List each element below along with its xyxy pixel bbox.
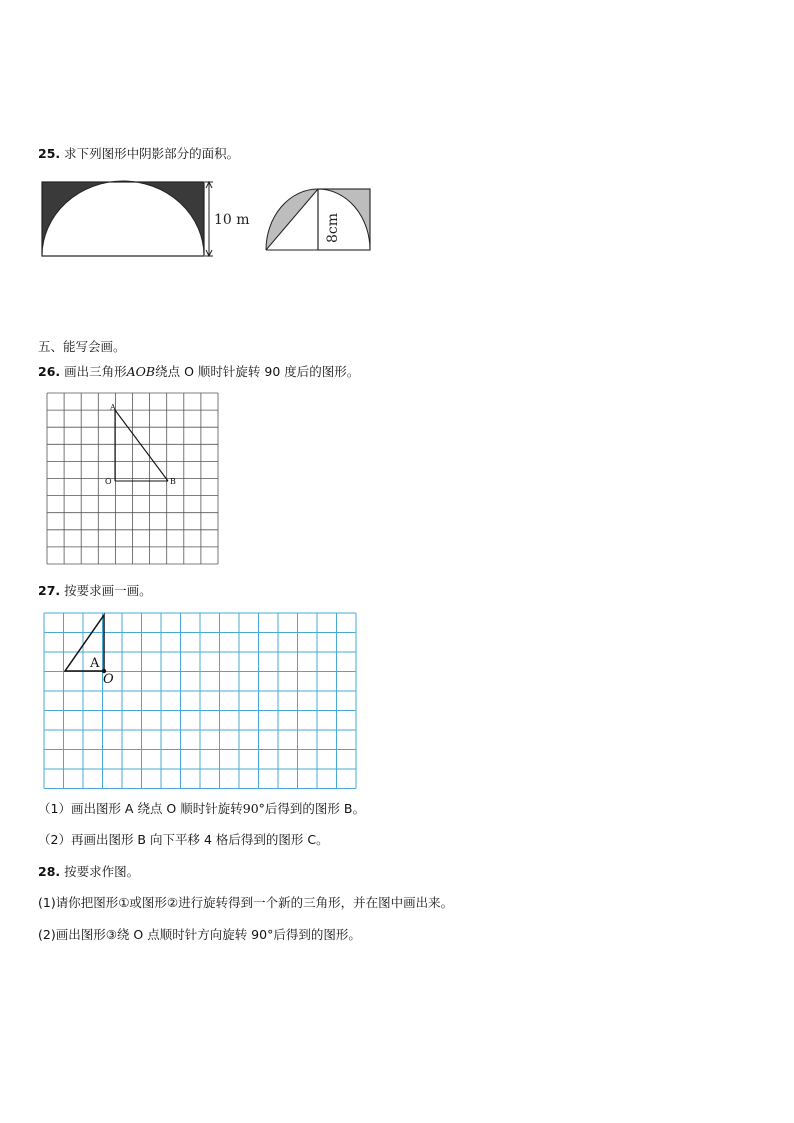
q25-dimension-label: 10 m (214, 212, 250, 228)
q25-figure-quarter-circles (262, 185, 376, 255)
q26-grid (47, 393, 218, 564)
q27-grid (44, 613, 356, 789)
q25-text: 求下列图形中阴影部分的面积。 (64, 146, 240, 161)
q27-number: 27. (38, 583, 61, 598)
q27-label-a: A (90, 656, 100, 671)
q27-sub1 (38, 801, 365, 817)
q28-sub2: (2)画出图形③绕 O 点顺时针方向旋转 90°后得到的图形。 (38, 927, 361, 942)
q26-label-o: O (105, 477, 112, 486)
q28-number: 28. (38, 864, 61, 879)
section-title: 五、能写会画。 (38, 339, 126, 354)
q25-side-label: 8cm (325, 212, 341, 243)
q28-text: 按要求作图。 (64, 864, 140, 879)
q27-prompt (38, 583, 152, 599)
q27-text: 按要求画一画。 (64, 583, 152, 598)
q26-text-pre: 画出三角形 (64, 364, 127, 379)
q25-prompt (38, 146, 239, 162)
q26-grid-figure (46, 393, 220, 567)
q26-segment-ab (115, 410, 168, 481)
q27-sub2: （2）再画出图形 B 向下平移 4 格后得到的图形 C。 (38, 832, 329, 847)
q27-sub1-post: 后得到的图形 B。 (264, 801, 365, 816)
q27-sub1-pre: （1）画出图形 A 绕点 O 顺时针旋转 (38, 801, 243, 816)
q26-label-a: A (110, 403, 116, 412)
q27-sub1-degree: 90° (242, 801, 265, 816)
q26-number: 26. (38, 364, 61, 379)
q28-prompt (38, 864, 139, 880)
q25-shaded-corners (42, 181, 204, 256)
q25-figure-semicircle (38, 178, 248, 262)
q26-triangle-name: AOB (126, 364, 156, 379)
q27-label-o: O (103, 672, 114, 687)
q26-label-b: B (170, 477, 176, 486)
q26-prompt (38, 364, 359, 380)
q27-grid-figure (43, 612, 359, 788)
q25-number: 25. (38, 146, 61, 161)
q28-sub1: (1)请你把图形①或图形②进行旋转得到一个新的三角形，并在图中画出来。 (38, 895, 454, 910)
q26-text-post: 绕点 O 顺时针旋转 90 度后的图形。 (155, 364, 360, 379)
